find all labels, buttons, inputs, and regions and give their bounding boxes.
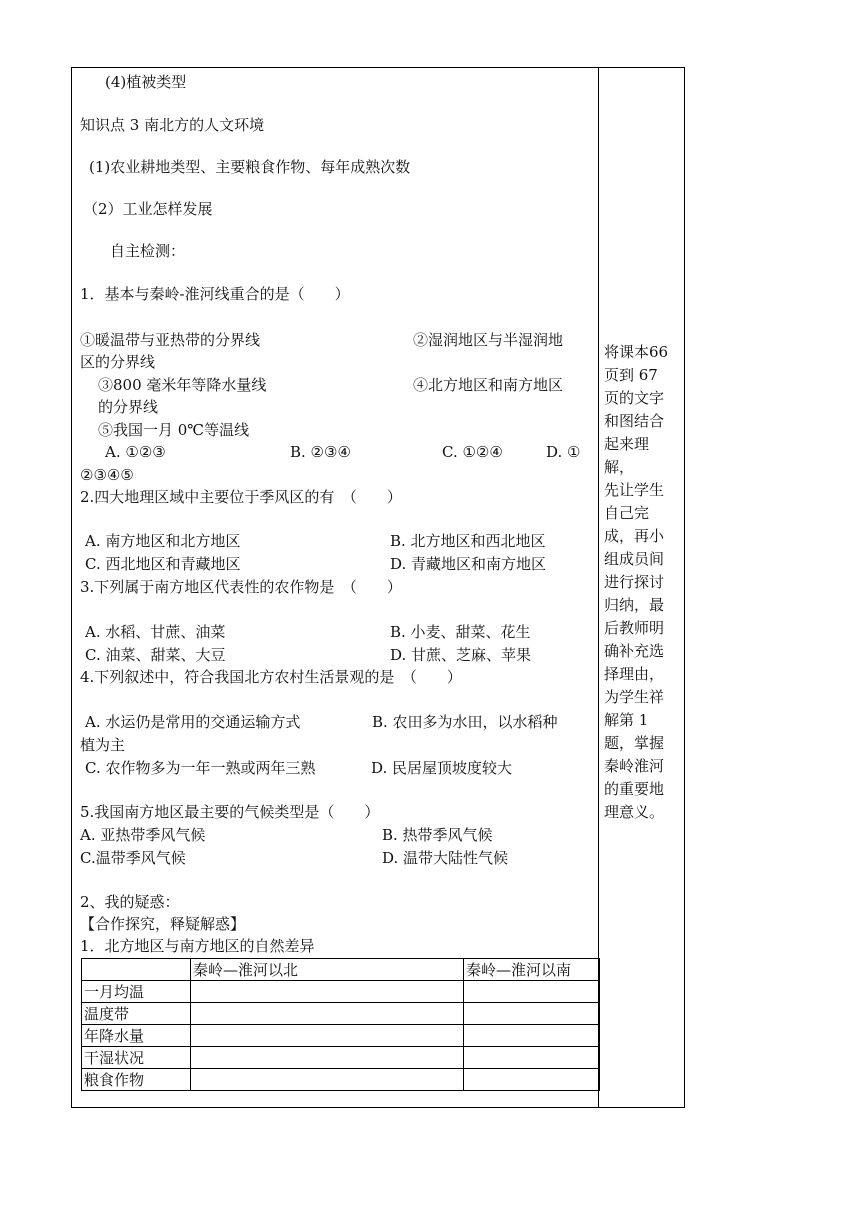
note-line: 解第 1 [604,711,649,729]
note-line: 秦岭淮河 [604,757,665,775]
note-line: 进行探讨 [604,573,665,591]
q4-option-b-cont: 植为主 [80,736,126,754]
question-5: 5.我国南方地区最主要的气候类型是（ ） [80,803,380,821]
q1-item-4-cont: 的分界线 [98,398,159,416]
q1-option-a: A. ①②③ [105,443,166,461]
line-industry: （2）工业怎样发展 [83,200,213,218]
note-line: 解， [604,458,635,476]
my-doubts: 2、我的疑惑： [80,893,180,911]
note-line: 自己完 [604,504,650,522]
table-caption: 1．北方地区与南方地区的自然差异 [80,937,315,955]
column-divider [598,68,599,1107]
note-line: 组成员间 [604,550,665,568]
cooperative-inquiry-heading: 【合作探究，释疑解惑】 [80,915,246,933]
table-cell[interactable] [191,1003,464,1025]
table-cell[interactable] [464,1025,600,1047]
note-line: 页的文字 [604,389,665,407]
line-vegetation: (4)植被类型 [105,73,187,91]
row-label: 温度带 [82,1003,191,1025]
table-cell[interactable] [464,1069,600,1091]
line-self-check: 自主检测： [110,242,186,260]
note-line: 页到 67 [604,366,658,384]
table-header-cell [82,959,191,981]
q4-option-c: C. 农作物多为一年一熟或两年三熟 [85,759,316,777]
table-header-cell: 秦岭—淮河以北 [191,959,464,981]
q1-item-2-cont: 区的分界线 [80,353,156,371]
note-line: 成，再小 [604,527,665,545]
note-line: 理意义。 [604,803,665,821]
q1-item-4: ④北方地区和南方地区 [413,376,564,394]
table-cell[interactable] [191,1025,464,1047]
note-line: 后教师明 [604,619,665,637]
table-row [82,981,600,1003]
q5-option-c: C.温带季风气候 [80,849,186,867]
q1-item-1: ①暖温带与亚热带的分界线 [80,331,261,349]
q2-option-a: A. 南方地区和北方地区 [85,532,241,550]
note-line: 的重要地 [604,780,665,798]
row-label: 一月均温 [82,981,191,1003]
q3-option-d: D. 甘蔗、芝麻、苹果 [390,646,532,664]
note-line: 确补充选 [604,642,665,660]
note-line: 起来理 [604,435,650,453]
note-line: 题，掌握 [604,734,665,752]
line-agriculture: (1)农业耕地类型、主要粮食作物、每年成熟次数 [89,158,411,176]
q4-option-a: A. 水运仍是常用的交通运输方式 [85,713,301,731]
table-cell[interactable] [191,981,464,1003]
table-cell[interactable] [464,1003,600,1025]
table-row [82,1003,600,1025]
q2-option-c: C. 西北地区和青藏地区 [85,555,241,573]
q4-option-b: B. 农田多为水田，以水稻种 [372,713,558,731]
note-line: 择理由， [604,665,665,683]
q2-option-b: B. 北方地区和西北地区 [390,532,546,550]
question-3: 3.下列属于南方地区代表性的农作物是 （ ） [80,578,402,596]
q1-option-b: B. ②③④ [290,443,351,461]
q2-option-d: D. 青藏地区和南方地区 [390,555,547,573]
table-row [82,1069,600,1091]
question-2: 2.四大地理区域中主要位于季风区的有 （ ） [80,488,402,506]
row-label: 年降水量 [82,1025,191,1047]
q5-option-a: A. 亚热带季风气候 [80,826,206,844]
q1-option-c: C. ①②④ [442,443,503,461]
line-knowledge-3: 知识点 3 南北方的人文环境 [80,116,265,134]
table-header-row [82,959,600,981]
q4-option-d: D. 民居屋顶坡度较大 [371,759,513,777]
q1-item-2: ②湿润地区与半湿润地 [413,331,564,349]
q1-item-5: ⑤我国一月 0℃等温线 [98,421,250,439]
q3-option-a: A. 水稻、甘蔗、油菜 [85,623,226,641]
q3-option-b: B. 小麦、甜菜、花生 [390,623,531,641]
q1-item-3: ③800 毫米年等降水量线 [98,376,267,394]
q5-option-b: B. 热带季风气候 [382,826,493,844]
note-line: 归纳，最 [604,596,665,614]
table-cell[interactable] [464,1047,600,1069]
note-line: 先让学生 [604,481,665,499]
worksheet-table [71,67,685,1108]
q5-option-d: D. 温带大陆性气候 [382,849,509,867]
note-line: 为学生祥 [604,688,665,706]
row-label: 干湿状况 [82,1047,191,1069]
table-cell[interactable] [191,1069,464,1091]
q1-option-d-cont: ②③④⑤ [80,466,134,484]
table-cell[interactable] [191,1047,464,1069]
table-row [82,1047,600,1069]
table-row [82,1025,600,1047]
note-line: 和图结合 [604,412,665,430]
table-header-cell: 秦岭—淮河以南 [464,959,600,981]
table-cell[interactable] [464,981,600,1003]
row-label: 粮食作物 [82,1069,191,1091]
note-line: 将课本66 [604,343,669,361]
teacher-note [604,341,680,824]
q1-option-d: D. ① [546,443,581,461]
comparison-table [81,958,600,1091]
question-1: 1．基本与秦岭-淮河线重合的是（ ） [80,285,350,303]
q3-option-c: C. 油菜、甜菜、大豆 [85,646,226,664]
question-4: 4.下列叙述中，符合我国北方农村生活景观的是 （ ） [80,668,462,686]
